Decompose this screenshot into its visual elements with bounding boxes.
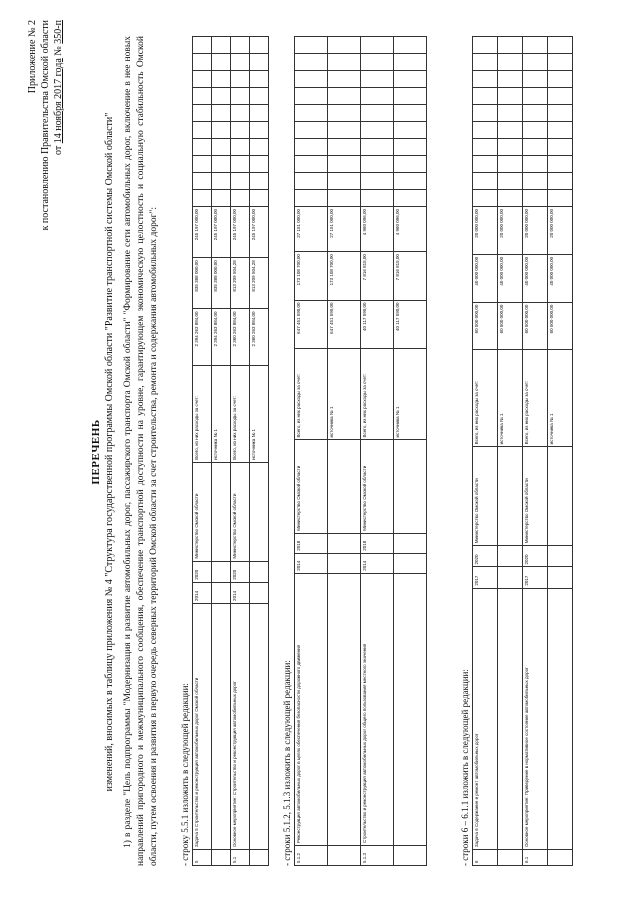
table-cell: Всего, из них расходы за счет: [361, 348, 394, 440]
empty-cell [212, 156, 231, 173]
table-cell: 245 197 000,00 [193, 207, 212, 258]
table-cell: Министерство Омской области [231, 462, 250, 561]
table-cell: 27 151 000,00 [295, 207, 328, 252]
empty-cell [394, 139, 427, 156]
empty-cell [473, 190, 498, 207]
empty-cell [231, 173, 250, 190]
table-cell: 2018 [295, 533, 328, 553]
table-cell: Всего, из них расходы за счет: [473, 350, 498, 447]
empty-cell [193, 71, 212, 88]
empty-cell [361, 156, 394, 173]
empty-cell [295, 88, 328, 105]
empty-cell [473, 173, 498, 190]
empty-cell [473, 122, 498, 139]
empty-cell [361, 71, 394, 88]
empty-cell [498, 156, 523, 173]
empty-cell [295, 122, 328, 139]
table-cell: Задача 5 Строительство и реконструкция автомобильных дорог Омской области [193, 603, 212, 849]
empty-cell [212, 88, 231, 105]
empty-cell [193, 37, 212, 54]
empty-cell [193, 54, 212, 71]
empty-cell [231, 139, 250, 156]
table-cell [212, 603, 231, 849]
table-cell: 40 000 000,00 [548, 254, 573, 302]
resolution-number: 350-п [53, 20, 64, 44]
empty-cell [328, 54, 361, 71]
empty-cell [295, 139, 328, 156]
appendix-header [26, 20, 65, 230]
appendix-label: Приложение № 2 [27, 20, 38, 94]
empty-cell [523, 156, 548, 173]
empty-cell [523, 54, 548, 71]
table-cell [498, 567, 523, 588]
table-cell: источника № 1 [548, 350, 573, 447]
table-cell: 647 451 590,00 [295, 300, 328, 348]
table-cell: 4 960 096,00 [361, 207, 394, 252]
table-cell: 2 360 263 884,00 [231, 309, 250, 366]
table-cell: 5.1.3 [361, 845, 394, 865]
table-cell: 5 [193, 850, 212, 866]
empty-cell [523, 173, 548, 190]
empty-cell [295, 54, 328, 71]
empty-cell [295, 71, 328, 88]
table-cell: 20 000 000,00 [498, 207, 523, 255]
empty-cell [231, 37, 250, 54]
table-cell: 40 117 590,00 [394, 300, 427, 348]
table-cell: Задача 6 Содержание и ремонт автомобильных дорог [473, 588, 498, 849]
empty-cell [250, 190, 269, 207]
empty-cell [295, 156, 328, 173]
table-cell: 2014 [295, 553, 328, 573]
table-cell: 40 117 590,00 [361, 300, 394, 348]
empty-cell [473, 139, 498, 156]
section-paragraph: 1) в разделе "Цель подпрограммы "Модернизация и развитие автомобильных дорог, пассажирского транспорта Омской области" "Формирование сети автомобильных дорог, включение в нее новых направлений пригородного и межмуниципального сообщения, обеспечение транспортной доступности на уровне, гарантирующем экономическую целостность и социальную стабильность Омской области, путем освоения и развития в первую очередь северных территорий Омской области за счет строительства, ремонта и содержания автомобильных дорог": [123, 36, 159, 866]
empty-cell [394, 71, 427, 88]
empty-cell [548, 37, 573, 54]
instruction-note-1: - строку 5.5.1 изложить в следующей редакции: [180, 683, 190, 866]
table-cell [328, 440, 361, 533]
table-cell: 2014 [231, 582, 250, 603]
empty-cell [295, 105, 328, 122]
table-cell: Всего, из них расходы за счет: [193, 366, 212, 463]
table-cell: 60 500 000,00 [548, 302, 573, 350]
empty-cell [394, 156, 427, 173]
table-cell: Всего, из них расходы за счет: [231, 366, 250, 463]
table-cell: 20 000 000,00 [473, 207, 498, 255]
empty-cell [328, 37, 361, 54]
table-cell: источника № 1 [498, 350, 523, 447]
table-cell: 2 394 263 884,00 [193, 309, 212, 366]
empty-cell [394, 122, 427, 139]
table-cell [212, 561, 231, 582]
table-cell: 813 209 504,28 [250, 258, 269, 309]
empty-cell [295, 37, 328, 54]
table-cell: 2020 [231, 561, 250, 582]
empty-cell [295, 190, 328, 207]
empty-cell [394, 190, 427, 207]
table-cell [394, 440, 427, 533]
table-cell: источника № 1 [394, 348, 427, 440]
table-cell [394, 533, 427, 553]
empty-cell [361, 122, 394, 139]
table-cell: 7 816 815,00 [361, 252, 394, 300]
empty-cell [523, 105, 548, 122]
table-cell: 2020 [523, 546, 548, 567]
empty-cell [498, 139, 523, 156]
table-cell: 2018 [361, 533, 394, 553]
table-cell: 245 197 000,00 [250, 207, 269, 258]
empty-cell [498, 105, 523, 122]
table-cell [548, 546, 573, 567]
empty-cell [394, 88, 427, 105]
table-cell [328, 533, 361, 553]
table-cell [250, 850, 269, 866]
table-row [328, 37, 361, 866]
table-cell [498, 850, 523, 866]
table-row [523, 37, 548, 866]
table-cell: 813 209 504,28 [231, 258, 250, 309]
table-cell: 173 108 700,00 [295, 252, 328, 300]
table-cell [498, 546, 523, 567]
empty-cell [523, 71, 548, 88]
table-cell: Основное мероприятие: Приведение в нормативное состояние автомобильных дорог [523, 588, 548, 849]
table-cell: 6.1 [523, 850, 548, 866]
empty-cell [523, 122, 548, 139]
table-cell: 2017 [473, 567, 498, 588]
table-cell: Министерство Омской области [473, 447, 498, 546]
empty-cell [231, 88, 250, 105]
table-cell [212, 582, 231, 603]
table-cell [250, 582, 269, 603]
empty-cell [548, 122, 573, 139]
empty-cell [250, 122, 269, 139]
table-cell [250, 462, 269, 561]
table-cell: 2017 [523, 567, 548, 588]
table-cell: 2 394 263 884,00 [212, 309, 231, 366]
table-cell [548, 850, 573, 866]
empty-cell [328, 156, 361, 173]
table-row [473, 37, 498, 866]
empty-cell [548, 190, 573, 207]
empty-cell [498, 71, 523, 88]
empty-cell [328, 122, 361, 139]
empty-cell [523, 37, 548, 54]
table-cell: 60 500 000,00 [473, 302, 498, 350]
empty-cell [231, 54, 250, 71]
empty-cell [548, 88, 573, 105]
table-cell: Строительство и реконструкция автомобильных дорог общего пользования местного значения [361, 573, 394, 845]
empty-cell [231, 156, 250, 173]
table-cell: Всего, из них расходы за счет: [295, 348, 328, 440]
resolution-date-line: от 14 ноября 2017 года № 350-п [53, 20, 64, 156]
table-cell: 835 388 000,00 [193, 258, 212, 309]
empty-cell [361, 173, 394, 190]
empty-cell [548, 71, 573, 88]
empty-cell [523, 88, 548, 105]
table-cell [250, 603, 269, 849]
empty-cell [394, 173, 427, 190]
empty-cell [473, 71, 498, 88]
table-row [295, 37, 328, 866]
empty-cell [231, 71, 250, 88]
table-cell: 40 000 000,00 [498, 254, 523, 302]
empty-cell [498, 37, 523, 54]
empty-cell [193, 190, 212, 207]
table-cell: 245 197 000,00 [212, 207, 231, 258]
empty-cell [394, 37, 427, 54]
empty-cell [548, 105, 573, 122]
empty-cell [328, 105, 361, 122]
table-cell: 835 388 000,00 [212, 258, 231, 309]
table-cell: 5.1.2 [295, 845, 328, 865]
empty-cell [193, 122, 212, 139]
empty-cell [295, 173, 328, 190]
table-cell: 40 000 000,00 [523, 254, 548, 302]
empty-cell [548, 156, 573, 173]
table-cell: источника № 1 [328, 348, 361, 440]
table-row [548, 37, 573, 866]
empty-cell [473, 37, 498, 54]
empty-cell [212, 54, 231, 71]
empty-cell [231, 190, 250, 207]
empty-cell [498, 88, 523, 105]
empty-cell [361, 190, 394, 207]
document-title: ПЕРЕЧЕНЬ [90, 419, 102, 485]
empty-cell [361, 105, 394, 122]
table-cell [212, 462, 231, 561]
table-cell: 2020 [473, 546, 498, 567]
table-cell [548, 567, 573, 588]
empty-cell [394, 54, 427, 71]
empty-cell [498, 54, 523, 71]
empty-cell [193, 156, 212, 173]
empty-cell [212, 122, 231, 139]
table-cell: 2 360 263 884,00 [250, 309, 269, 366]
empty-cell [250, 105, 269, 122]
empty-cell [212, 139, 231, 156]
table-row [231, 37, 250, 866]
empty-cell [473, 105, 498, 122]
empty-cell [473, 156, 498, 173]
table-row [250, 37, 269, 866]
table-cell: 27 151 000,00 [328, 207, 361, 252]
table-cell: 2014 [193, 582, 212, 603]
table-cell: 173 108 700,00 [328, 252, 361, 300]
table-cell [498, 447, 523, 546]
table-cell: 5.1 [231, 850, 250, 866]
table-row [361, 37, 394, 866]
empty-cell [193, 173, 212, 190]
table-cell: Министерство Омской области [361, 440, 394, 533]
table-row [193, 37, 212, 866]
empty-cell [523, 139, 548, 156]
table-cell: 20 000 000,00 [548, 207, 573, 255]
empty-cell [250, 173, 269, 190]
empty-cell [212, 37, 231, 54]
empty-cell [212, 173, 231, 190]
table-cell: Министерство Омской области [193, 462, 212, 561]
table-cell [394, 553, 427, 573]
table-cell [394, 845, 427, 865]
table-cell: 7 816 815,00 [394, 252, 427, 300]
empty-cell [361, 37, 394, 54]
empty-cell [328, 71, 361, 88]
table-row [498, 37, 523, 866]
empty-cell [328, 139, 361, 156]
empty-cell [473, 88, 498, 105]
empty-cell [231, 122, 250, 139]
table-row [394, 37, 427, 866]
empty-cell [548, 173, 573, 190]
resolution-line: к постановлению Правительства Омской области [40, 20, 51, 231]
table-cell [250, 561, 269, 582]
resolution-date: 14 ноября 2017 года [53, 58, 64, 144]
empty-cell [212, 190, 231, 207]
empty-cell [473, 54, 498, 71]
empty-cell [548, 54, 573, 71]
table-cell [498, 588, 523, 849]
rotated-document [20, 12, 620, 892]
empty-cell [361, 54, 394, 71]
table-cell: Реконструкция автомобильных дорог в целях обеспечения безопасности дорожного движения [295, 573, 328, 845]
table-cell: источника № 1 [212, 366, 231, 463]
empty-cell [250, 54, 269, 71]
table-cell: 60 500 000,00 [523, 302, 548, 350]
empty-cell [328, 190, 361, 207]
table-cell: 647 451 590,00 [328, 300, 361, 348]
table-cell [328, 573, 361, 845]
empty-cell [361, 88, 394, 105]
table-cell [328, 553, 361, 573]
empty-cell [548, 139, 573, 156]
empty-cell [250, 37, 269, 54]
table-cell: 40 000 000,00 [473, 254, 498, 302]
table-cell: 2014 [361, 553, 394, 573]
table-cell [548, 588, 573, 849]
table-row [212, 37, 231, 866]
table-cell [212, 850, 231, 866]
table-cell: 6 [473, 850, 498, 866]
empty-cell [250, 156, 269, 173]
empty-cell [250, 139, 269, 156]
table-cell: 2020 [193, 561, 212, 582]
empty-cell [212, 71, 231, 88]
empty-cell [394, 105, 427, 122]
empty-cell [193, 105, 212, 122]
table-cell: Основное мероприятие: Строительство и реконструкция автомобильных дорог [231, 603, 250, 849]
document-subtitle: изменений, вносимых в таблицу приложения № 4 "Структура государственной программы Омской области "Развитие транспортной системы Омской области" [104, 112, 115, 792]
table-cell [328, 845, 361, 865]
empty-cell [250, 71, 269, 88]
empty-cell [328, 173, 361, 190]
table-rows-5-1-2 [294, 36, 427, 866]
empty-cell [231, 105, 250, 122]
empty-cell [498, 122, 523, 139]
table-cell: 245 197 000,00 [231, 207, 250, 258]
empty-cell [523, 190, 548, 207]
table-cell: Министерство Омской области [295, 440, 328, 533]
empty-cell [498, 190, 523, 207]
empty-cell [212, 105, 231, 122]
table-cell: 20 000 000,00 [523, 207, 548, 255]
instruction-note-2: - строки 5.1.2, 5.1.3 изложить в следующей редакции: [282, 660, 292, 866]
empty-cell [193, 88, 212, 105]
table-cell: источника № 1 [250, 366, 269, 463]
empty-cell [361, 139, 394, 156]
empty-cell [498, 173, 523, 190]
empty-cell [250, 88, 269, 105]
empty-cell [193, 139, 212, 156]
table-cell: Всего, из них расходы за счет: [523, 350, 548, 447]
table-cell: Министерство Омской области [523, 447, 548, 546]
table-cell [548, 447, 573, 546]
table-row-5 [192, 36, 269, 866]
table-cell [394, 573, 427, 845]
instruction-note-3: - строки 6 – 6.1.1 изложить в следующей редакции: [460, 669, 470, 866]
table-rows-6 [472, 36, 573, 866]
empty-cell [328, 88, 361, 105]
table-cell: 60 500 000,00 [498, 302, 523, 350]
table-cell: 4 960 096,00 [394, 207, 427, 252]
